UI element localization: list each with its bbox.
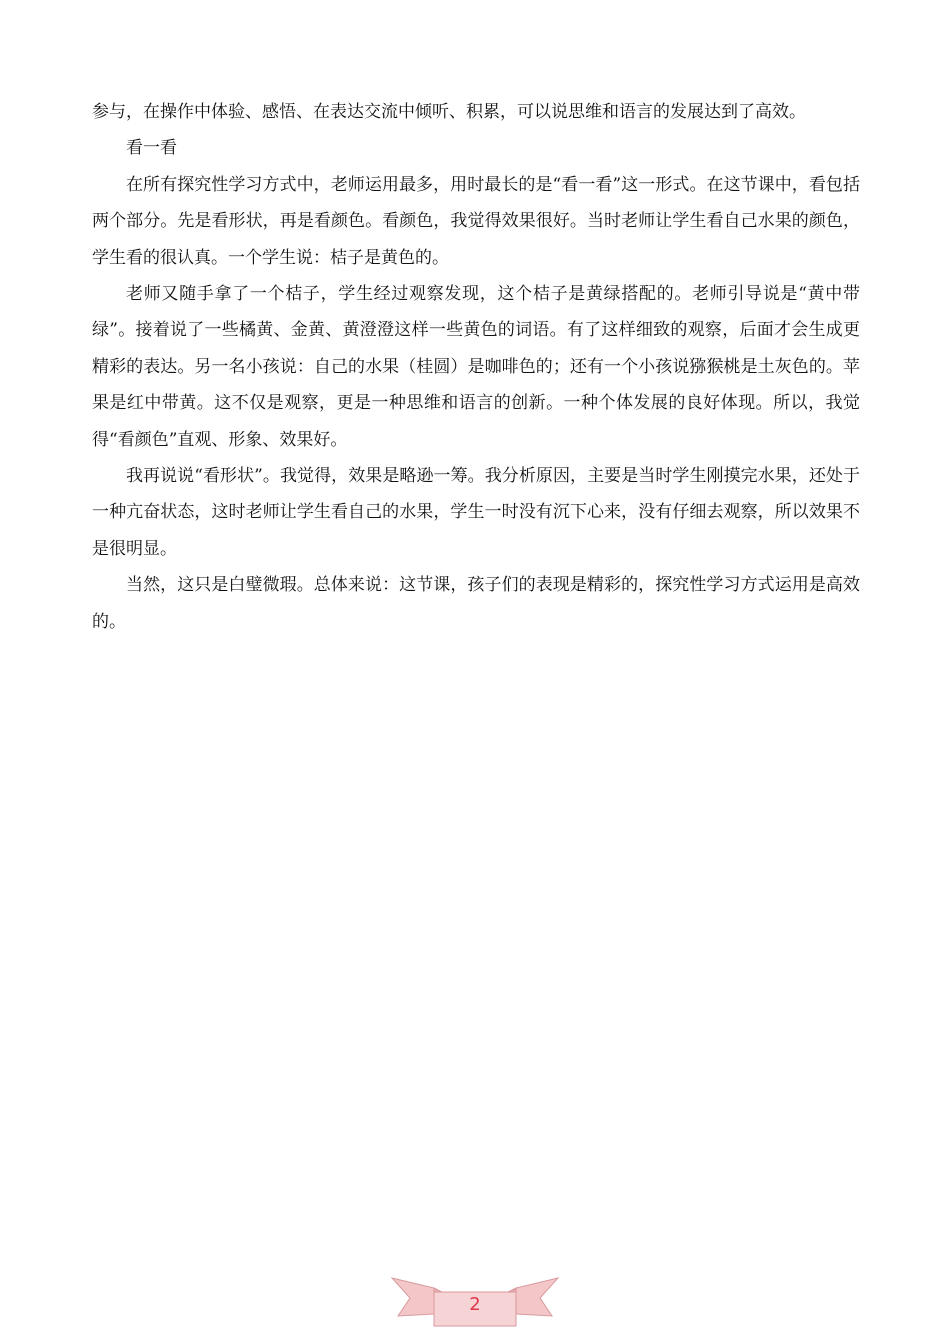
section-heading: 看一看 [126, 138, 177, 159]
page-footer [390, 1270, 560, 1328]
paragraph-1: 参与，在操作中体验、感悟、在表达交流中倾听、积累，可以说思维和语言的发展达到了高效。 [92, 102, 806, 122]
paragraph-3: 老师又随手拿了一个桔子，学生经过观察发现，这个桔子是黄绿搭配的。老师引导说是“黄中带绿”。接着说了一些橘黄、金黄、黄澄澄这样一些黄色的词语。有了这样细致的观察，后面才会生成更精彩的表达。另一名小孩说：自己的水果（桂圆）是咖啡色的；还有一个小孩说猕猴桃是土灰色的。苹果是红中带黄。这不仅是观察，更是一种思维和语言的创新。一种个体发展的良好体现。所以，我觉得“看颜色”直观、形象、效果好。 [92, 284, 860, 450]
page-number: 2 [469, 1294, 481, 1315]
paragraph-4: 我再说说“看形状”。我觉得，效果是略逊一筹。我分析原因，主要是当时学生刚摸完水果，还处于一种亢奋状态，这时老师让学生看自己的水果，学生一时没有沉下心来，没有仔细去观察，所以效果不是很明显。 [92, 466, 860, 559]
document-body [92, 94, 860, 640]
paragraph-5: 当然，这只是白璧微瑕。总体来说：这节课，孩子们的表现是精彩的，探究性学习方式运用是高效的。 [92, 575, 860, 632]
paragraph-2: 在所有探究性学习方式中，老师运用最多，用时最长的是“看一看”这一形式。在这节课中，看包括两个部分。先是看形状，再是看颜色。看颜色，我觉得效果很好。当时老师让学生看自己水果的颜色，学生看的很认真。一个学生说：桔子是黄色的。 [92, 174, 860, 268]
